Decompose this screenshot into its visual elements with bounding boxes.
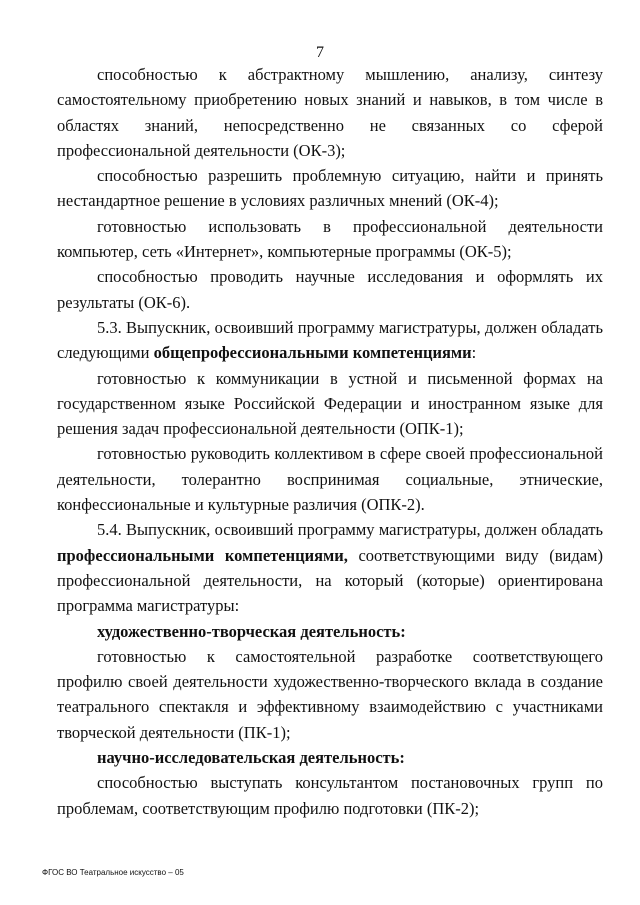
paragraph-5-4-intro: 5.4. Выпускник, освоивший программу магистратуры, должен обладать	[97, 520, 603, 540]
paragraph-ok5: готовностью использовать в профессиональной деятельности компьютер, сеть «Интернет», компьютерные программы (ОК-5);	[57, 216, 603, 262]
paragraph-ok6: способностью проводить научные исследования и оформлять их результаты (ОК-6).	[57, 267, 603, 312]
heading-research-activity: научно-исследовательская деятельность:	[97, 748, 405, 768]
paragraph-5-4-bold: профессиональными компетенциями,	[57, 545, 348, 565]
paragraph-5-3-intro: 5.3. Выпускник, освоивший программу магистратуры, должен обладать следующими	[57, 317, 603, 363]
paragraph-5-4-end: соответствующими виду (видам) профессиональной деятельности, на который (которые) ориентирована программа магистратуры:	[57, 545, 603, 616]
paragraph-opk1: готовностью к коммуникации в устной и письменной формах на государственном языке Российской Федерации и иностранном языке для решения задач профессиональной деятельности (ОПК-1);	[57, 368, 603, 439]
paragraph-5-3-bold: общепрофессиональными компетенциями	[153, 343, 472, 363]
paragraph-5-3-end: :	[471, 343, 477, 363]
paragraph-pk2: способностью выступать консультантом постановочных групп по проблемам, соответствующим профилю подготовки (ПК-2);	[57, 773, 603, 818]
paragraph-ok3: способностью к абстрактному мышлению, анализу, синтезу самостоятельному приобретению новых знаний и навыков, в том числе в областях знаний, непосредственно не связанных со сферой профессиональной деятельности (ОК-3);	[57, 65, 603, 160]
page-number: 7	[316, 44, 324, 61]
paragraph-5-3	[57, 315, 603, 366]
paragraph-ok4: способностью разрешить проблемную ситуацию, найти и принять нестандартное решение в условиях различных мнений (ОК-4);	[57, 166, 603, 211]
footer-label: ФГОС ВО Театральное искусство – 05	[42, 868, 184, 877]
paragraph-opk2: готовностью руководить коллективом в сфере своей профессиональной деятельности, толерантно воспринимая социальные, этнические, конфессиональные и культурные различия (ОПК-2).	[57, 444, 603, 515]
heading-artistic-activity: художественно-творческая деятельность:	[97, 621, 406, 641]
paragraph-5-4	[57, 517, 603, 618]
paragraph-pk1: готовностью к самостоятельной разработке соответствующего профилю своей деятельности художественно-творческого вклада в создание театрального спектакля и эффективному взаимодействию с участниками творческой деятельности (ПК-1);	[57, 646, 603, 742]
document-body	[57, 62, 603, 821]
